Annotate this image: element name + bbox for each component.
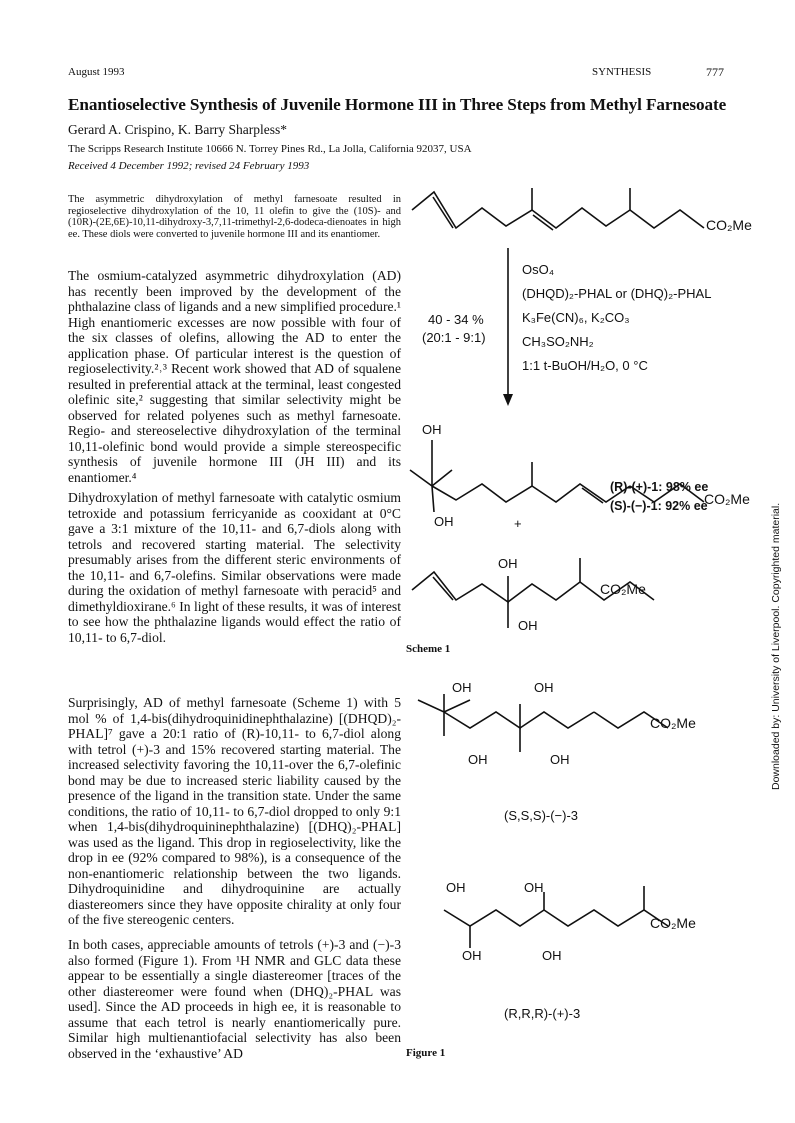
- body-paragraph: In both cases, appreciable amounts of tetrols (+)-3 and (−)-3 also formed (Figure 1). From ¹H NMR and GLC data these appear to be essentially a single diastereomer [traces of the other diastereomer were found when (DHQ)₂-PHAL was used]. Since the AD proceeds in high ee, it is reasonable to assume that each tetrol is nearly enantiomerically pure. Similar high multienantiofacial selectivity has also been observed in the ‘exhaustive’ AD: [68, 937, 401, 1061]
- body-paragraph: Surprisingly, AD of methyl farnesoate (Scheme 1) with 5 mol % of 1,4-bis(dihydroquinidinephthalazine) [(DHQD)₂-PHAL]⁷ gave a 20:1 ratio of (R)-10,11- to 6,7-diol along with tetrol (+)-3 and 15% recovered starting material. The increased selectivity favoring the 10,11-over the 6,7-olefinic bond may be due to increased steric liability caused by the presence of the ligand in the transition state. Under the same conditions, the ratio of 10,11- to 6,7-diol dropped to only 9:1 when 1,4-bis(dihydroquininephthalazine) [(DHQ)₂-PHAL] was used as the ligand. This drop in regioselectivity, like the drop in ee (92% compared to 98%), is a consequence of the non-enantiomeric relationship between the two ligands. Dihydroquinidine and dihydroquinine are actually diastereomers since they have opposite chirality at only four of the five stereogenic centers.: [68, 695, 401, 927]
- body-paragraph: The osmium-catalyzed asymmetric dihydroxylation (AD) has recently been improved by the development of the phthalazine class of ligands and a new simplified procedure.¹ High enantiomeric excesses are now possible with four of the six classes of olefins, allowing the AD to enter the application phase. Of particular interest is the question of regioselectivity.²˒³ Recent work showed that AD of squalene resulted in preferential attack at the terminal, least congested olefinic site,² suggesting that similar selectivity might be observed for related polyenes such as methyl farnesoate. Regio- and stereoselective dihydroxylation of the terminal 10,11-olefinic bond would provide a simple stereospecific synthesis of juvenile hormone III (JH III) and its enantiomer.⁴: [68, 268, 401, 485]
- article-authors: Gerard A. Crispino, K. Barry Sharpless*: [68, 122, 287, 137]
- header-date: August 1993: [68, 66, 125, 78]
- product-ee-s: (S)-(−)-1: 92% ee: [610, 499, 708, 513]
- scheme-yield: 40 - 34 %: [428, 312, 484, 327]
- body-paragraph: Dihydroxylation of methyl farnesoate with catalytic osmium tetroxide and potassium ferricyanide as cooxidant at 0°C gave a 3:1 mixture of the 10,11- and 6,7-diols along with tetrols and recovered starting material. The selectivity presumably arises from the different steric environments of the 10,11- and 6,7-olefins. Similar observations were made during the oxidation of methyl farnesoate with peracid⁵ and dimethyldioxirane.⁶ In light of these results, it was of interest to see how the phthalazine ligands would effect the ratio of 10,11- to 6,7-diol.: [68, 490, 401, 645]
- oh-label: OH: [524, 880, 544, 895]
- tetrol-plus-structure: [444, 886, 668, 948]
- tetrol-minus-structure: [418, 694, 668, 752]
- methyl-farnesoate-structure: [412, 188, 704, 230]
- reagent-ligand: (DHQD)₂-PHAL or (DHQ)₂-PHAL: [522, 286, 712, 301]
- reagent-oxidant: K₃Fe(CN)₆, K₂CO₃: [522, 310, 630, 325]
- oh-label: OH: [446, 880, 466, 895]
- reagent-solvent: 1:1 t-BuOH/H₂O, 0 °C: [522, 358, 648, 373]
- product-ee-r: (R)-(+)-1: 98% ee: [610, 480, 709, 494]
- tetrol-minus-label: (S,S,S)-(−)-3: [504, 808, 579, 823]
- oh-label: OH: [534, 680, 554, 695]
- plus-sign: +: [514, 516, 522, 531]
- oh-label: OH: [462, 948, 482, 963]
- scheme-and-figure: [404, 180, 764, 1070]
- article-received: Received 4 December 1992; revised 24 February 1993: [68, 160, 310, 172]
- download-watermark: [770, 270, 784, 790]
- oh-label: OH: [452, 680, 472, 695]
- reaction-arrow-head: [503, 394, 513, 406]
- figure-caption: Figure 1: [406, 1047, 446, 1059]
- oh-label: OH: [434, 514, 454, 529]
- article-title: Enantioselective Synthesis of Juvenile Hormone III in Three Steps from Methyl Farnesoate: [68, 95, 727, 114]
- reagent-osmium: OsO₄: [522, 262, 555, 277]
- ester-label-regio: CO₂Me: [600, 581, 646, 597]
- oh-label: OH: [550, 752, 570, 767]
- header-page-number: 777: [706, 65, 724, 79]
- oh-label: OH: [498, 556, 518, 571]
- header-journal: SYNTHESIS: [592, 66, 652, 78]
- article-affiliation: The Scripps Research Institute 10666 N. Torrey Pines Rd., La Jolla, California 92037, USA: [68, 143, 472, 155]
- ester-label-diol: CO₂Me: [704, 491, 750, 507]
- oh-label: OH: [422, 422, 442, 437]
- reagent-additive: CH₃SO₂NH₂: [522, 334, 594, 349]
- scheme-ratio: (20:1 - 9:1): [422, 330, 486, 345]
- ester-label-tetrol-minus: CO₂Me: [650, 715, 696, 731]
- tetrol-plus-label: (R,R,R)-(+)-3: [504, 1006, 581, 1021]
- scheme-caption: Scheme 1: [406, 643, 451, 655]
- oh-label: OH: [542, 948, 562, 963]
- download-watermark-text: Downloaded by: University of Liverpool. Copyrighted material.: [770, 502, 782, 790]
- ester-label-start: CO₂Me: [706, 217, 752, 233]
- oh-label: OH: [518, 618, 538, 633]
- oh-label: OH: [468, 752, 488, 767]
- article-abstract: The asymmetric dihydroxylation of methyl farnesoate resulted in regioselective dihydroxylation of the 10, 11 olefin to give the (10S)- and (10R)-(2E,6E)-10,11-dihydroxy-3,7,11-trimethyl-2,6-dodeca-dienoates in high ee. These diols were converted to juvenile hormone III and its enantiomer.: [68, 194, 401, 240]
- ester-label-tetrol-plus: CO₂Me: [650, 915, 696, 931]
